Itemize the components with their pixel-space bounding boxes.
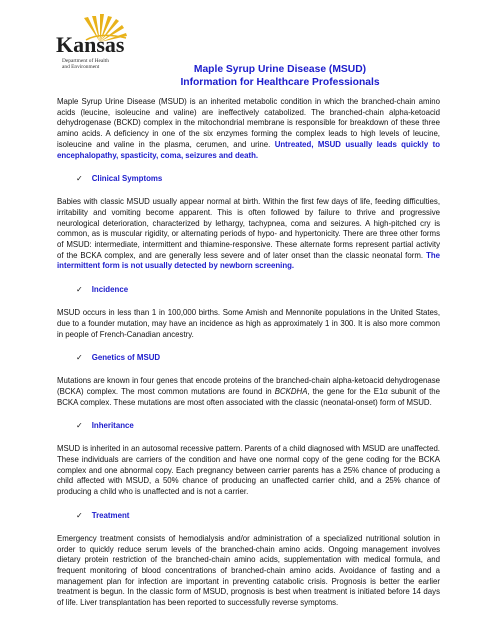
inheritance-paragraph: MSUD is inherited in an autosomal recessive pattern. Parents of a child diagnosed with MSUD are unaffected. These individuals are carriers of the condition and have one normal copy of the gene coding for the BCKA complex and one abnormal copy. Each pregnancy between carrier parents has a 25% chance of producing a child affected with MSUD, a 50% chance of producing an unaffected carrier child, and a 25% chance of producing a child who is unaffected and is not a carrier. [57,444,440,497]
heading-clinical-label: Clinical Symptoms [91,174,163,184]
heading-incidence [76,285,440,295]
document-title [120,64,440,89]
heading-inheritance-label: Inheritance [91,421,134,431]
document-body [57,97,440,622]
title-line-2: Information for Healthcare Professionals [180,76,380,88]
checkmark-icon: ✓ [76,174,83,184]
heading-clinical-symptoms [76,174,440,184]
genetics-text-before: Mutations are known in four genes that encode proteins of the branched-chain alpha-ketoacid dehydrogenase (BCKA) complex. The most common mutations are found in [57,376,440,396]
heading-incidence-label: Incidence [91,285,129,295]
logo-subtitle-line1: Department of Health [62,58,109,64]
kdhe-logo [56,18,124,76]
incidence-paragraph: MSUD occurs in less than 1 in 100,000 births. Some Amish and Mennonite populations in the United States, due to a founder mutation, may have an incidence as high as approximately 1 in 300. It is also more common in people of French-Canadian ancestry. [57,308,440,339]
genetics-paragraph [57,376,440,408]
intro-text: Maple Syrup Urine Disease (MSUD) is an inherited metabolic condition in which the branched-chain amino acids (leucine, isoleucine and valine) are ineffectively catabolized. The branched-chain alpha-ketoacid dehydrogenase (BCKD) complex in the mitochondrial membrane is responsible for breakdown of these three amino acids. A deficiency in one of the six enzymes forming the complex leads to high levels of leucine, isoleucine and valine in the plasma, cerumen, and urine. [57,97,440,149]
clinical-emphasis: The intermittent form is not usually detected by newborn screening. [57,250,441,271]
heading-treatment-label: Treatment [91,510,130,520]
intro-paragraph [57,97,440,161]
gene-name: BCKDHA [274,386,308,396]
checkmark-icon: ✓ [76,285,83,295]
heading-inheritance [76,421,440,431]
heading-genetics [76,353,440,363]
clinical-text: Babies with classic MSUD usually appear normal at birth. Within the first few days of life, feeding difficulties, irritability and vomiting become apparent. This is often followed by failure to thrive and progressive neurological deterioration, characterized by lethargy, tachypnea, coma and seizures. A high-pitched cry is common, as is muscular rigidity, or alternating periods of hypo- and hypertonicity. There are three other forms of MSUD: intermediate, intermittent and thiamine-responsive. These alternate forms represent partial activity of the BCKA complex, and are generally less severe and of later onset than the classic neonatal form. [57,197,440,260]
heading-genetics-label: Genetics of MSUD [91,353,161,363]
checkmark-icon: ✓ [76,353,83,363]
intro-emphasis: Untreated, MSUD usually leads quickly to encephalopathy, spasticity, coma, seizures and death. [57,139,440,160]
logo-wordmark: Kansas [56,32,125,57]
logo-subtitle-line2: and Environment [62,64,100,70]
title-line-1: Maple Syrup Urine Disease (MSUD) [193,64,367,75]
checkmark-icon: ✓ [76,421,83,431]
treatment-paragraph: Emergency treatment consists of hemodialysis and/or administration of a specialized nutritional solution in order to quickly reduce serum levels of the branched-chain amino acids. Ongoing management involves dietary protein restriction of the branched-chain amino acids, supplementation with medical formula, and frequent monitoring of blood concentrations of branched-chain amino acids. Avoidance of fasting and a management plan for infection are important in preventing catabolic crisis. Prognosis is better the earlier treatment is begun. In the classic form of MSUD, prognosis is best when treatment is initiated before 14 days of life. Liver transplantation has been reported to successfully reverse symptoms. [57,533,440,608]
heading-treatment [76,511,440,521]
clinical-paragraph [57,197,440,272]
genetics-text-after: , the gene for the E1α subunit of the BCKA complex. These mutations are most often associated with the classic (neonatal-onset) form of MSUD. [57,386,440,407]
checkmark-icon: ✓ [76,510,83,520]
